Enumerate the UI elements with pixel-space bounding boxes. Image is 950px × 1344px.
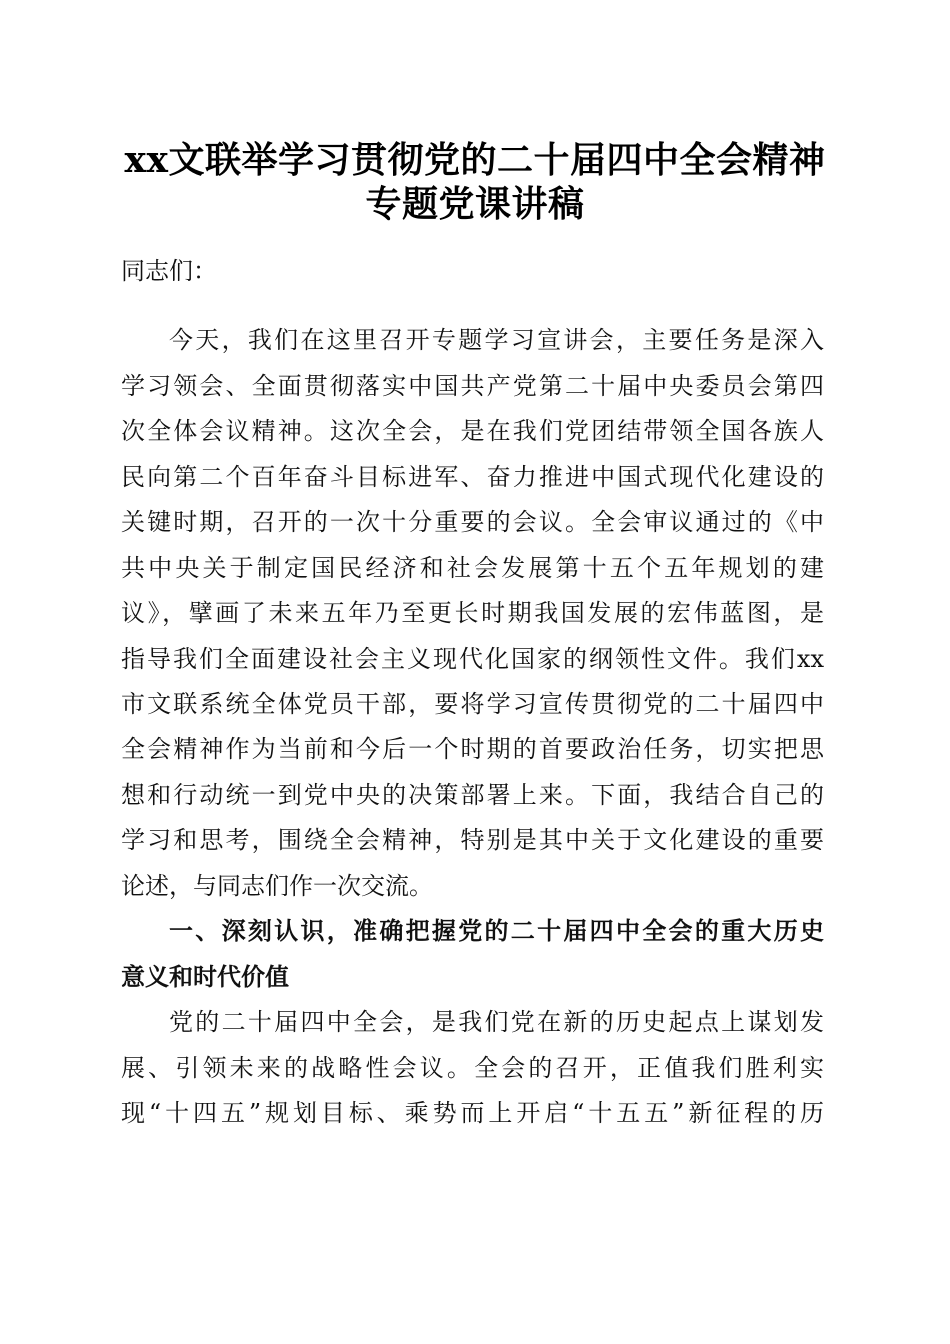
paragraph-1-line: 指导我们全面建设社会主义现代化国家的纲领性文件。我们xx — [121, 645, 824, 673]
paragraph-1-line: 学习和思考，围绕全会精神，特别是其中关于文化建设的重要 — [121, 826, 824, 854]
paragraph-2-line: 展、引领未来的战略性会议。全会的召开，正值我们胜利实 — [121, 1054, 824, 1082]
salutation: 同志们： — [121, 257, 217, 285]
paragraph-1-line: 关键时期，召开的一次十分重要的会议。全会审议通过的《中 — [121, 508, 824, 536]
paragraph-1-line: 次全体会议精神。这次全会，是在我们党团结带领全国各族人 — [121, 417, 824, 445]
document-title-line-2: 专题党课讲稿 — [365, 183, 585, 225]
paragraph-1-line: 市文联系统全体党员干部，要将学习宣传贯彻党的二十届四中 — [121, 690, 824, 718]
paragraph-1-line: 论述，与同志们作一次交流。 — [121, 872, 433, 900]
paragraph-1-line: 想和行动统一到党中央的决策部署上来。下面，我结合自己的 — [121, 781, 824, 809]
paragraph-1-line: 民向第二个百年奋斗目标进军、奋力推进中国式现代化建设的 — [121, 463, 824, 491]
paragraph-1-line: 学习领会、全面贯彻落实中国共产党第二十届中央委员会第四 — [121, 372, 824, 400]
paragraph-1-line: 议》，擘画了未来五年乃至更长时期我国发展的宏伟蓝图，是 — [121, 599, 824, 627]
paragraph-2-line: 党的二十届四中全会，是我们党在新的历史起点上谋划发 — [169, 1008, 824, 1036]
section-heading-1-line: 意义和时代价值 — [121, 963, 289, 991]
paragraph-1-line: 共中央关于制定国民经济和社会发展第十五个五年规划的建 — [121, 554, 824, 582]
paragraph-2-line: 现“十四五”规划目标、乘势而上开启“十五五”新征程的历 — [121, 1099, 824, 1127]
paragraph-1-line: 全会精神作为当前和今后一个时期的首要政治任务，切实把思 — [121, 735, 824, 763]
section-heading-1-line: 一、深刻认识，准确把握党的二十届四中全会的重大历史 — [169, 917, 824, 945]
document-title-line-1: xx文联举学习贯彻党的二十届四中全会精神 — [124, 139, 826, 181]
paragraph-1-line: 今天，我们在这里召开专题学习宣讲会，主要任务是深入 — [169, 326, 824, 354]
